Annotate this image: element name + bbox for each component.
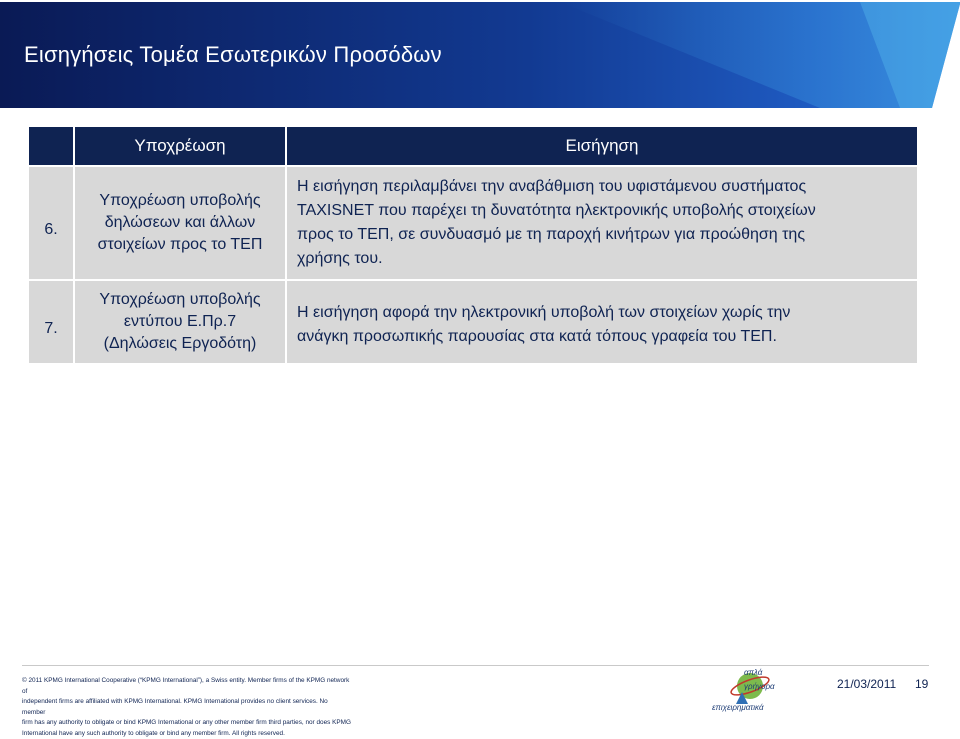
recommendation-cell: [285, 279, 917, 363]
copyright-disclaimer: [22, 676, 352, 739]
obligation-column-header: Υποχρέωση: [73, 127, 285, 165]
slide-title: Εισηγήσεις Τομέα Εσωτερικών Προσόδων: [24, 42, 442, 68]
recommendation-line: TAXISNET που παρέχει τη δυνατότητα ηλεκτρονικής υποβολής στοιχείων: [297, 199, 907, 223]
row-number: 7.: [29, 279, 73, 363]
recommendation-line: προς το ΤΕΠ, σε συνδυασμό με τη παροχή κινήτρων για προώθηση της: [297, 223, 907, 247]
disclaimer-line: International have any such authority to obligate or bind any member firm. All rights reserved.: [22, 729, 352, 739]
footer-divider: [22, 665, 929, 666]
title-banner: [0, 0, 960, 110]
page-number: 19: [915, 677, 928, 691]
recommendation-cell: [285, 165, 917, 279]
table-row: [29, 165, 917, 279]
recommendation-line: χρήσης του.: [297, 247, 907, 271]
table-header-row: [29, 127, 917, 165]
logo-text-line1: απλά: [744, 668, 762, 677]
recommendation-line: ανάγκη προσωπικής παρουσίας στα κατά τόπους γραφεία του ΤΕΠ.: [297, 325, 907, 349]
recommendations-table: [29, 127, 917, 363]
obligation-line: δηλώσεων και άλλων: [81, 212, 279, 234]
recommendation-line: Η εισήγηση αφορά την ηλεκτρονική υποβολή των στοιχείων χωρίς την: [297, 301, 907, 325]
obligation-line: εντύπου Ε.Πρ.7: [81, 311, 279, 333]
recommendation-line: Η εισήγηση περιλαμβάνει την αναβάθμιση του υφιστάμενου συστήματος: [297, 175, 907, 199]
disclaimer-line: © 2011 KPMG International Cooperative (“KPMG International”), a Swiss entity. Member firms of the KPMG network of: [22, 676, 352, 697]
number-column-header: [29, 127, 73, 165]
obligation-line: Υποχρέωση υποβολής: [81, 289, 279, 311]
disclaimer-line: independent firms are affiliated with KPMG International. KPMG International provides no client services. No member: [22, 697, 352, 718]
obligation-cell: [73, 165, 285, 279]
obligation-line: Υποχρέωση υποβολής: [81, 190, 279, 212]
obligation-line: (Δηλώσεις Εργοδότη): [81, 333, 279, 355]
slide-date: 21/03/2011: [837, 677, 896, 691]
row-number: 6.: [29, 165, 73, 279]
logo-text-line3: επιχειρηματικά: [712, 703, 764, 712]
recommendation-column-header: Εισήγηση: [285, 127, 917, 165]
logo-text-line2: γρήγορα: [744, 682, 775, 691]
obligation-line: στοιχείων προς το ΤΕΠ: [81, 234, 279, 256]
disclaimer-line: firm has any authority to obligate or bind KPMG International or any other member firm third parties, nor does KPMG: [22, 718, 352, 729]
obligation-cell: [73, 279, 285, 363]
table-row: [29, 279, 917, 363]
